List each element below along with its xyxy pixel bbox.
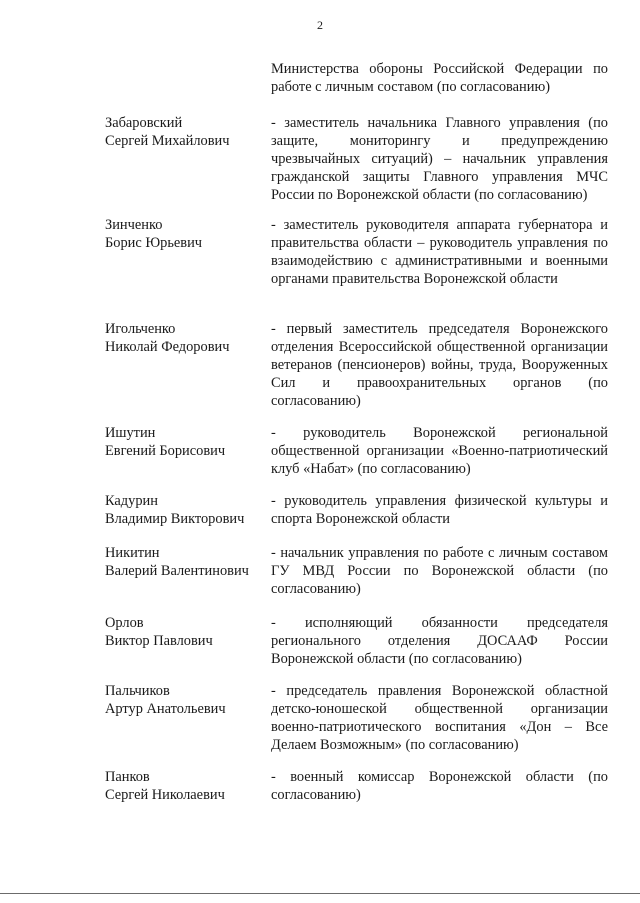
member-entry	[0, 216, 640, 316]
member-position: - руководитель управления физической культуры и спорта Воронежской области	[271, 493, 608, 527]
member-position: - председатель правления Воронежской областной детско-юношеской общественной организации военно-патриотического воспитания «Дон – Все Делаем Возможным» (по согласованию)	[271, 683, 608, 753]
member-surname: Кадурин	[105, 493, 158, 509]
member-position: - начальник управления по работе с личным составом ГУ МВД России по Воронежской области (по согласованию)	[271, 545, 608, 597]
member-surname: Зинченко	[105, 217, 163, 233]
page-bottom-border	[0, 893, 640, 894]
member-given-names: Сергей Михайлович	[105, 133, 230, 149]
member-position: - заместитель руководителя аппарата губернатора и правительства области – руководитель управления по взаимодействию с административными и военными органами правительства Воронежской области	[271, 217, 608, 287]
member-surname: Никитин	[105, 545, 160, 561]
member-name	[105, 216, 265, 252]
member-entry	[0, 320, 640, 420]
member-position: - военный комиссар Воронежской области (по согласованию)	[271, 769, 608, 803]
member-name	[105, 614, 265, 650]
member-position: - руководитель Воронежской региональной общественной организации «Военно-патриотический клуб «Набат» (по согласованию)	[271, 425, 608, 477]
page-number: 2	[317, 18, 323, 32]
member-position: - заместитель начальника Главного управления (по защите, мониторингу и предупреждению чрезвычайных ситуаций) – начальник управления гражданской защиты Главного управления МЧС России по Воронежской области (по согласованию)	[271, 115, 608, 203]
member-given-names: Евгений Борисович	[105, 443, 226, 459]
member-given-names: Борис Юрьевич	[105, 235, 203, 251]
member-given-names: Сергей Николаевич	[105, 787, 225, 803]
member-name	[105, 320, 265, 356]
member-name	[105, 492, 265, 528]
member-given-names: Артур Анатольевич	[105, 701, 226, 717]
member-name	[105, 682, 265, 718]
member-surname: Орлов	[105, 615, 144, 631]
member-surname: Забаровский	[105, 115, 183, 131]
member-name	[105, 424, 265, 460]
member-position: - исполняющий обязанности председателя регионального отделения ДОСААФ России Воронежской области (по согласованию)	[271, 615, 608, 667]
continuation-text: Министерства обороны Российской Федерации по работе с личным составом (по согласованию)	[271, 61, 608, 95]
member-given-names: Виктор Павлович	[105, 633, 213, 649]
member-surname: Игольченко	[105, 321, 176, 337]
member-name	[105, 768, 265, 804]
member-surname: Пальчиков	[105, 683, 170, 699]
member-entry	[0, 768, 640, 868]
member-surname: Панков	[105, 769, 150, 785]
member-name	[105, 544, 265, 580]
member-entry	[0, 682, 640, 782]
member-surname: Ишутин	[105, 425, 156, 441]
member-entry	[0, 114, 640, 214]
member-name	[105, 114, 265, 150]
member-given-names: Владимир Викторович	[105, 511, 245, 527]
member-position: - первый заместитель председателя Воронежского отделения Всероссийской общественной организации ветеранов (пенсионеров) войны, труда, Вооруженных Сил и правоохранительных органов (по согласованию)	[271, 321, 608, 409]
member-given-names: Николай Федорович	[105, 339, 230, 355]
member-given-names: Валерий Валентинович	[105, 563, 249, 579]
